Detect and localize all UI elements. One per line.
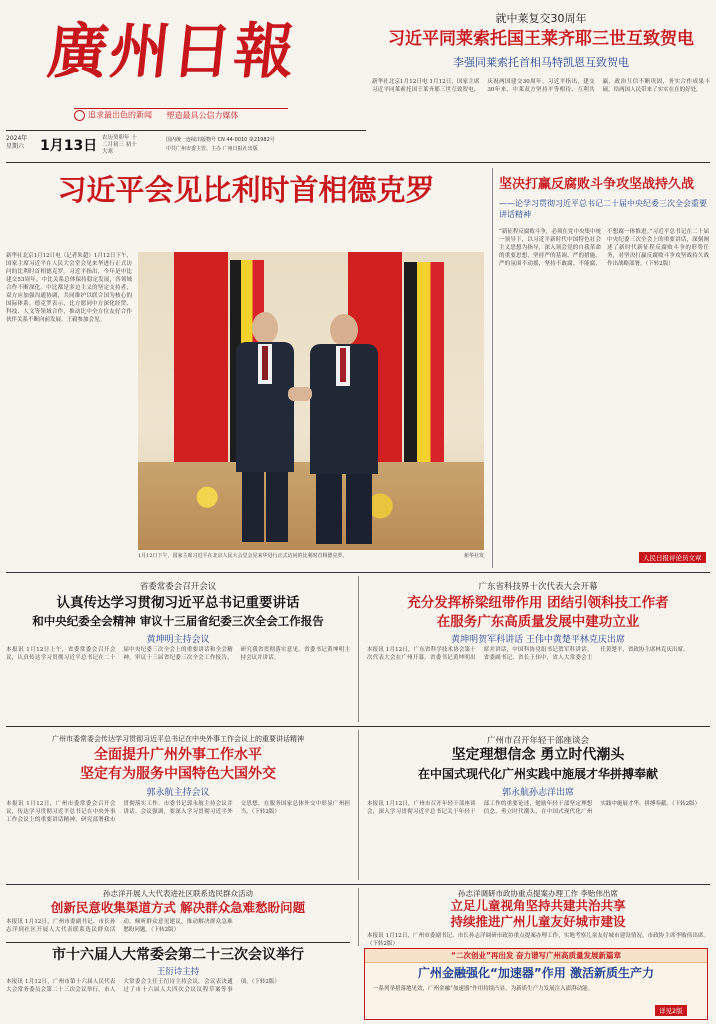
person-right bbox=[306, 314, 384, 544]
youth-title-1: 坚定理想信念 勇立时代潮头 bbox=[451, 747, 625, 763]
handshake bbox=[288, 387, 312, 401]
lead-photo-credit: 新华社发 bbox=[463, 553, 484, 559]
globe-icon bbox=[74, 110, 85, 121]
meeting-story[interactable] bbox=[6, 576, 350, 722]
section-rule bbox=[6, 942, 350, 943]
newspaper-logo: 廣州日報 bbox=[44, 17, 300, 87]
special-see-more-link[interactable]: 详见2版 bbox=[655, 1005, 687, 1016]
special-title: 广州金融强化“加速器”作用 激活新质生产力 bbox=[418, 966, 654, 980]
foreign-affairs-story[interactable] bbox=[6, 730, 350, 880]
children-title-2: 持续推进广州儿童友好城市建设 bbox=[450, 914, 626, 929]
section-rule bbox=[6, 726, 710, 727]
year-week: 2024年 星期六 bbox=[6, 135, 28, 150]
foreign-title-2: 坚定有为服务中国特色大国外交 bbox=[80, 766, 276, 782]
children-story[interactable] bbox=[358, 888, 711, 946]
science-story[interactable] bbox=[358, 576, 711, 722]
special-box[interactable] bbox=[364, 948, 708, 1020]
top-story-title: 习近平同莱索托国王莱齐耶三世互致贺电 bbox=[388, 29, 694, 49]
youth-body: 本报讯 1月12日，广州市召开年轻干部座谈会，深入学习贯彻习近平总书记关于年轻干部工作的重要论述，勉励年轻干部坚定理想信念、勇立时代潮头，在中国式现代化广州实践中施展才华、拼搏奉献。（下转2版） bbox=[367, 801, 701, 815]
person-left bbox=[230, 312, 300, 542]
meeting-presided: 黄坤明主持会议 bbox=[146, 635, 210, 645]
npc-presided: 王衍诗主持 bbox=[156, 967, 200, 977]
flag-china-left bbox=[174, 252, 228, 482]
special-body: 一系列举措落地见效，广州金融“加速器”作用持续凸显，为新质生产力发展注入澎湃动能。 bbox=[373, 986, 594, 992]
petition-title: 创新民意收集渠道方式 解决群众急难愁盼问题 bbox=[50, 900, 306, 915]
meeting-body: 本报讯 1月12日上午，省委常委会召开会议，认真传达学习贯彻习近平总书记在二十届中央纪委三次全会上的重要讲话和全会精神，审议十三届省纪委三次全会工作报告，研究我省贯彻落实意见。省委书记黄坤明主持会议并讲话。 bbox=[6, 647, 350, 661]
lead-story-body: 新华社北京1月12日电（记者朱超）1月12日下午，国家主席习近平在人民大会堂会见来华进行正式访问的比利时首相德克罗。习近平指出，今年是中比建交53周年。中比关系总体保持稳定发展，各领域合作不断深化。中比都是多边主义的坚定支持者，双方应加强沟通协调，共同维护以联合国为核心的国际体系。德克罗表示，比方愿同中方深化经贸、科技、人文等领域合作，推动比中全方位友好合作伙伴关系不断向前发展。王毅参加会见。 bbox=[6, 253, 132, 323]
foreign-title-1: 全面提升广州外事工作水平 bbox=[94, 747, 262, 763]
petition-body: 本报讯 1月12日，广州市委副书记、市长孙志洋到社区开展人大代表联系选民群众活动，倾听群众意见建议，推动解决群众急难愁盼问题。（下转2版） bbox=[6, 919, 233, 933]
slogan-text: 追求最出色的新闻 bbox=[88, 110, 152, 120]
lead-photo bbox=[138, 252, 484, 550]
petition-story-block[interactable] bbox=[6, 888, 350, 940]
issue-date-block bbox=[6, 134, 366, 156]
slogan-text-2: 塑造最具公信力媒体 bbox=[166, 110, 239, 120]
section-rule bbox=[6, 162, 710, 163]
foreign-presided: 郭永航主持会议 bbox=[146, 788, 210, 798]
science-body: 本报讯 1月12日，广东省科学技术协会第十次代表大会在广州开幕。省委书记黄坤明出席并讲话，中国科协党组书记贺军科讲话。省委副书记、省长王伟中，省人大常委会主任黄楚平，省政协主席林克庆出席。 bbox=[367, 647, 689, 661]
section-rule bbox=[6, 572, 710, 573]
lunar-date: 农历癸卯年 十二月初三 初十大寒 bbox=[102, 135, 137, 155]
commentary-body: “新征程反腐败斗争，必须在党中央集中统一领导下，以习近平新时代中国特色社会主义思想为指导，深入领会党的自我革命的重要思想，坚持严的基调、严的措施、严的氛围不动摇，坚持不敢腐、不能腐、不想腐一体推进。”习近平总书记在二十届中央纪委三次全会上的重要讲话，深刻阐述了新时代新征程反腐败斗争的形势任务，对坚决打赢反腐败斗争攻坚战持久战作出战略部署。（下转2版） bbox=[499, 229, 709, 267]
youth-story[interactable] bbox=[358, 730, 711, 880]
lead-story-title: 习近平会见比利时首相德克罗 bbox=[57, 173, 435, 207]
npc-body: 本报讯 1月12日，广州市第十六届人民代表大会常务委员会第二十三次会议举行。市人大常委会主任王衍诗主持会议。会议表决通过了市十六届人大四次会议议程草案等事项。（下转2版） bbox=[6, 979, 280, 993]
youth-presided: 郭永航孙志洋出席 bbox=[501, 788, 574, 798]
lead-story[interactable] bbox=[6, 168, 486, 568]
commentary-subtitle: ——论学习贯彻习近平总书记二十届中央纪委三次全会重要讲话精神 bbox=[499, 199, 707, 219]
issn-line: 国内统一连续出版物号 CN 44-0010 第21982号 bbox=[166, 137, 275, 143]
sponsor-line: 中共广州市委主管、主办 广州日报社出版 bbox=[166, 146, 258, 152]
top-story-body: 新华社北京1月12日电 1月12日，国家主席习近平同莱索托国王莱齐耶三世互致贺电，庆祝两国建交30周年。习近平指出，建交30年来，中莱双方坚持平等相待、互利共赢，政治互信不断巩固，务实合作成果丰硕，给两国人民带来了实实在在的好处。 bbox=[372, 79, 710, 93]
science-title-1: 充分发挥桥梁纽带作用 团结引领科技工作者 bbox=[407, 595, 669, 611]
commentary-tag: 人民日报评论员文章 bbox=[639, 552, 706, 563]
science-kicker: 广东省科技界十次代表大会开幕 bbox=[478, 582, 598, 592]
children-title-1: 立足儿童视角坚持共建共治共享 bbox=[450, 898, 626, 913]
petition-kicker: 孙志洋开展人大代表进社区联系选民群众活动 bbox=[103, 889, 253, 898]
science-attendees: 黄坤明贺军科讲话 王伟中黄楚平林克庆出席 bbox=[451, 635, 625, 645]
children-body: 本报讯 1月12日，广州市委副书记、市长孙志洋调研市政协重点提案办理工作，实地考察儿童友好城市建设情况。市政协主席李贻伟出席。（下转2版） bbox=[367, 933, 709, 946]
slogan-bar bbox=[74, 108, 288, 123]
issue-date: 1月13日 bbox=[40, 138, 98, 154]
top-story-subtitle: 李强同莱索托首相马特凯恩互致贺电 bbox=[453, 56, 629, 69]
youth-title-2: 在中国式现代化广州实践中施展才华拼搏奉献 bbox=[417, 767, 658, 781]
youth-kicker: 广州市召开年轻干部座谈会 bbox=[486, 736, 589, 746]
npc-title: 市十六届人大常委会第二十三次会议举行 bbox=[52, 947, 304, 963]
flag-belgium-right bbox=[404, 262, 444, 472]
meeting-title-1: 认真传达学习贯彻习近平总书记重要讲话 bbox=[56, 595, 300, 611]
meeting-title-2: 和中央纪委全会精神 审议十三届省纪委三次全会工作报告 bbox=[32, 614, 324, 628]
npc-story[interactable] bbox=[6, 944, 350, 1020]
foreign-body: 本报讯 1月12日，广州市委常委会召开会议，传达学习贯彻习近平总书记在中央外事工作会议上的重要讲话精神，研究部署我市贯彻落实工作。市委书记郭永航主持会议并讲话。会议强调，要深入学习贯彻习近平外交思想，在服务国家总体外交中彰显广州担当。（下转2版） bbox=[6, 801, 350, 823]
lead-photo-caption: 1月12日下午，国家主席习近平在北京人民大会堂会见来华进行正式访问的比利时首相德克罗。 bbox=[138, 553, 348, 559]
meeting-kicker: 省委常委会召开会议 bbox=[139, 582, 217, 592]
top-story[interactable] bbox=[372, 4, 710, 174]
commentary-title: 坚决打赢反腐败斗争攻坚战持久战 bbox=[499, 177, 695, 192]
children-kicker: 孙志洋调研市政协重点提案办理工作 李贻伟出席 bbox=[458, 889, 618, 898]
science-title-2: 在服务广东高质量发展中建功立业 bbox=[436, 614, 640, 630]
top-story-kicker: 就中莱复交30周年 bbox=[495, 12, 587, 25]
section-rule bbox=[6, 884, 710, 885]
commentary-column[interactable] bbox=[492, 168, 710, 568]
masthead-divider bbox=[6, 130, 366, 131]
special-banner: “二次创业”再出发 奋力谱写广州高质量发展新篇章 bbox=[365, 949, 707, 963]
foreign-kicker: 广州市委常委会传达学习贯彻习近平总书记在中央外事工作会议上的重要讲话精神 bbox=[52, 735, 304, 743]
